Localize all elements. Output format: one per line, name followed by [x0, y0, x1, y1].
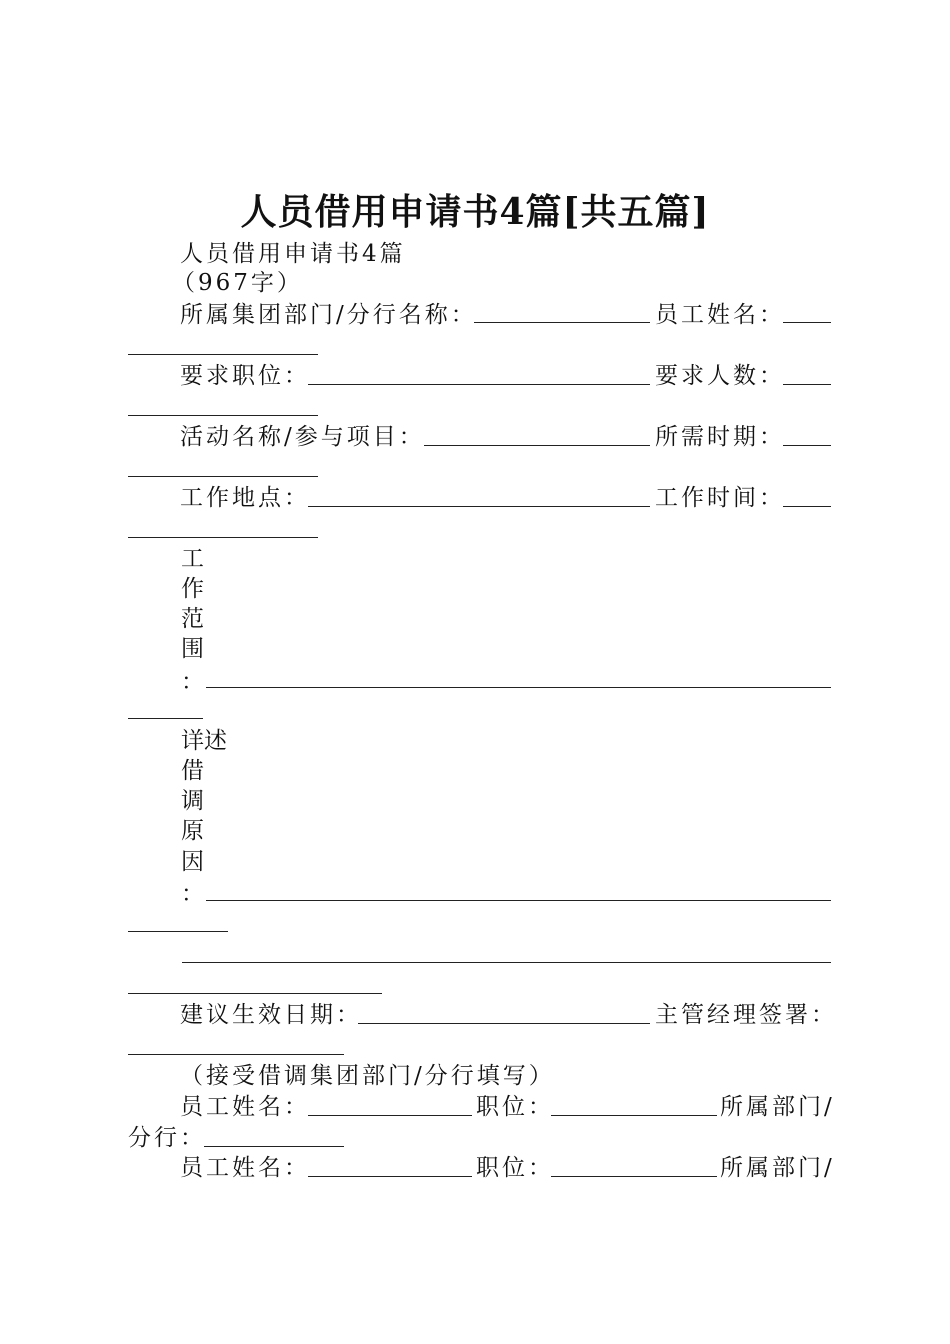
employee-name-label: 员工姓名：	[180, 1094, 310, 1120]
employee-name-label: 员工姓名：	[180, 1155, 310, 1181]
reason-char: 借	[181, 758, 204, 784]
dept-label: 所属集团部门/分行名称：	[180, 302, 477, 328]
period-field[interactable]	[783, 445, 831, 446]
time-field-continued[interactable]	[128, 537, 318, 538]
reason-char: 原	[181, 818, 204, 844]
count-label: 要求人数：	[655, 363, 785, 389]
location-field[interactable]	[308, 506, 650, 507]
activity-label: 活动名称/参与项目：	[180, 424, 425, 450]
reason-field[interactable]	[206, 900, 831, 901]
activity-field[interactable]	[424, 445, 650, 446]
period-field-continued[interactable]	[128, 476, 318, 477]
employee-dept-label: 所属部门/	[720, 1155, 835, 1181]
scope-char: 范	[181, 606, 204, 632]
count-field[interactable]	[783, 384, 831, 385]
document-title: 人员借用申请书4篇[共五篇]	[240, 191, 710, 233]
receiving-dept-note: （接受借调集团部门/分行填写）	[180, 1063, 555, 1089]
employee-position-field[interactable]	[551, 1115, 717, 1116]
reason-char: 调	[181, 788, 204, 814]
name-label: 员工姓名：	[655, 302, 785, 328]
reason-field-continued[interactable]	[128, 931, 228, 932]
employee-dept-label: 所属部门/	[720, 1094, 835, 1120]
scope-char: 作	[181, 576, 204, 602]
count-field-continued[interactable]	[128, 415, 318, 416]
employee-position-field[interactable]	[551, 1176, 717, 1177]
period-label: 所需时期：	[655, 424, 785, 450]
reason-field-line-2-continued[interactable]	[128, 993, 382, 994]
time-field[interactable]	[783, 506, 831, 507]
employee-branch-field[interactable]	[204, 1146, 344, 1147]
subtitle: 人员借用申请书4篇	[180, 241, 406, 267]
word-count: （967字）	[172, 270, 303, 296]
scope-char: 工	[181, 546, 204, 572]
reason-field-line-2[interactable]	[182, 962, 831, 963]
employee-branch-label: 分行：	[128, 1125, 206, 1151]
scope-field[interactable]	[206, 687, 831, 688]
manager-signature-label: 主管经理签署：	[655, 1002, 837, 1028]
employee-name-field[interactable]	[308, 1115, 472, 1116]
name-field-continued[interactable]	[128, 354, 318, 355]
scope-char: 围	[181, 636, 204, 662]
scope-field-continued[interactable]	[128, 718, 203, 719]
dept-field[interactable]	[474, 322, 650, 323]
position-label: 要求职位：	[180, 363, 310, 389]
location-label: 工作地点：	[180, 485, 310, 511]
reason-first: 详述	[181, 728, 227, 754]
reason-char: 因	[181, 849, 204, 875]
position-field[interactable]	[308, 384, 650, 385]
name-field[interactable]	[783, 322, 831, 323]
employee-position-label: 职位：	[476, 1094, 554, 1120]
scope-char: ：	[181, 669, 204, 695]
reason-char: ：	[181, 881, 204, 907]
time-label: 工作时间：	[655, 485, 785, 511]
employee-position-label: 职位：	[476, 1155, 554, 1181]
effective-date-field[interactable]	[358, 1023, 650, 1024]
employee-name-field[interactable]	[308, 1176, 472, 1177]
effective-date-label: 建议生效日期：	[180, 1002, 362, 1028]
manager-signature-field[interactable]	[128, 1054, 344, 1055]
